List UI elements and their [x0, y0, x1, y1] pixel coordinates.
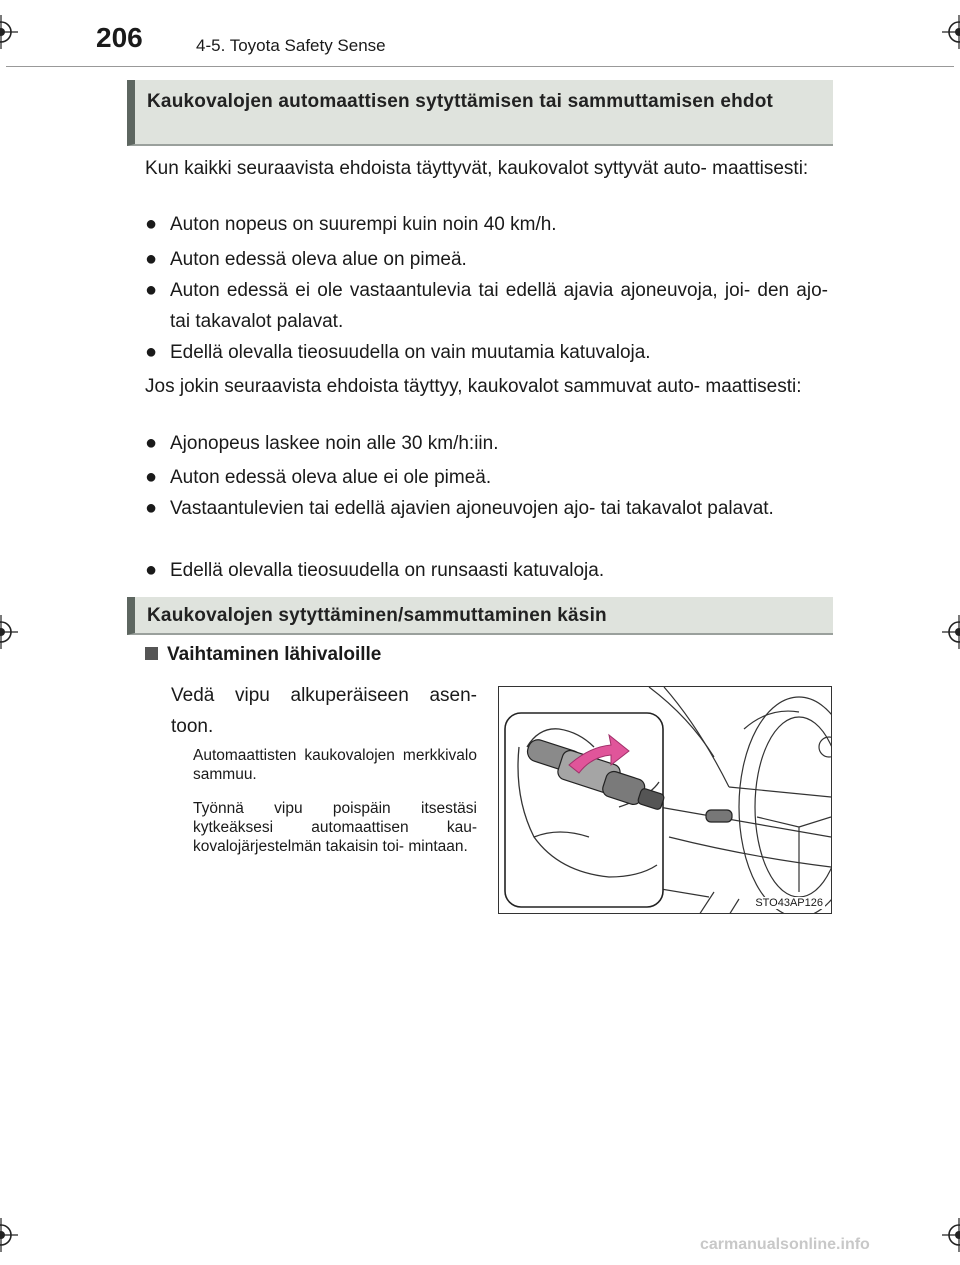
- note-text: Työnnä vipu poispäin itsestäsi kytkeäksesi automaattisen kau- kovalojärjestelmän takaisin toi- mintaan.: [193, 800, 477, 855]
- header-rule: [6, 66, 954, 67]
- steering-lever-figure: [498, 686, 832, 914]
- bullet-icon: ●: [145, 213, 158, 235]
- instruction-text: Vedä vipu alkuperäiseen asen- toon.: [171, 685, 477, 737]
- bullet-icon: ●: [145, 248, 158, 270]
- bullet-icon: ●: [145, 432, 158, 454]
- lever-illustration: [499, 687, 832, 914]
- bullet-icon: ●: [145, 497, 158, 519]
- list-item: ● Auton edessä oleva alue on pimeä.: [145, 244, 828, 275]
- subheading: Vaihtaminen lähivaloille: [145, 644, 381, 666]
- list-item: ● Edellä olevalla tieosuudella on vain muutamia katuvaloja.: [145, 337, 828, 368]
- list-item: ● Auton edessä ei ole vastaantulevia tai edellä ajavia ajoneuvoja, joi- den ajo- tai takavalot palavat.: [145, 275, 828, 337]
- intro-on-paragraph: Kun kaikki seuraavista ehdoista täyttyvät, kaukovalot syttyvät auto- maattisesti:: [145, 158, 809, 179]
- bullet-icon: ●: [145, 279, 158, 301]
- bullet-icon: ●: [145, 559, 158, 581]
- registration-mark-icon: [0, 615, 18, 649]
- registration-mark-icon: [0, 1218, 18, 1252]
- registration-mark-icon: [942, 615, 960, 649]
- figure-code: STO43AP126: [755, 897, 823, 909]
- registration-mark-icon: [942, 15, 960, 49]
- list-item: ● Edellä olevalla tieosuudella on runsaasti katuvaloja.: [145, 555, 828, 586]
- list-item: ● Vastaantulevien tai edellä ajavien ajoneuvojen ajo- tai takavalot palavat.: [145, 493, 828, 524]
- section-title: 4-5. Toyota Safety Sense: [196, 36, 386, 55]
- note-text: Automaattisten kaukovalojen merkkivalo sammuu.: [193, 747, 477, 783]
- bullet-icon: ●: [145, 341, 158, 363]
- intro-off-paragraph: Jos jokin seuraavista ehdoista täyttyy, kaukovalot sammuvat auto- maattisesti:: [145, 376, 802, 397]
- registration-mark-icon: [0, 15, 18, 49]
- watermark: carmanualsonline.info: [700, 1236, 870, 1253]
- registration-mark-icon: [942, 1218, 960, 1252]
- list-item: ● Ajonopeus laskee noin alle 30 km/h:iin.: [145, 428, 828, 459]
- heading-manual-switching: Kaukovalojen sytyttäminen/sammuttaminen käsin: [127, 597, 833, 635]
- page-number: 206: [96, 22, 143, 53]
- square-bullet-icon: [145, 647, 158, 660]
- list-item: ● Auton edessä oleva alue ei ole pimeä.: [145, 462, 828, 493]
- list-item: ● Auton nopeus on suurempi kuin noin 40 km/h.: [145, 209, 828, 240]
- heading-automatic-conditions: Kaukovalojen automaattisen sytyttämisen tai sammuttamisen ehdot: [127, 80, 833, 146]
- bullet-icon: ●: [145, 466, 158, 488]
